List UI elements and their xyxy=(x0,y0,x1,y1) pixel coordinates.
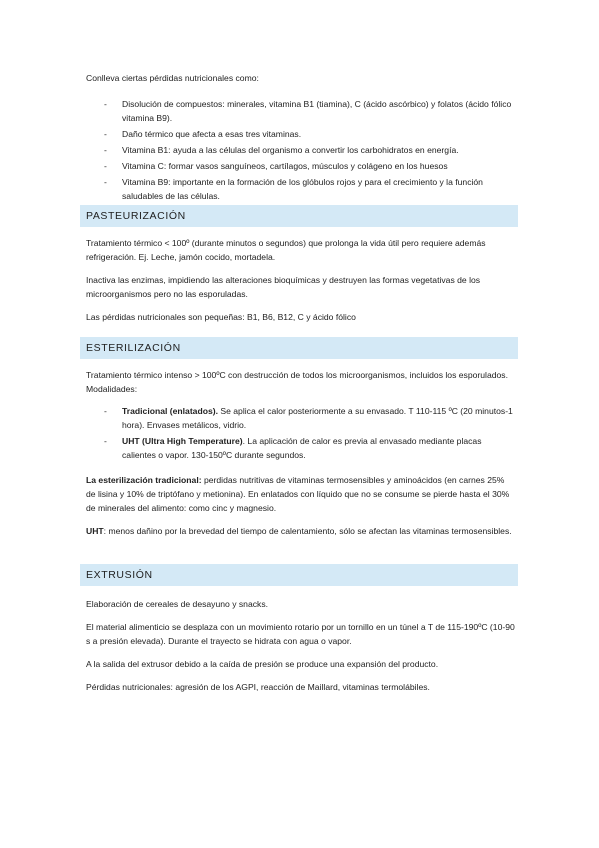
item-label: Tradicional (enlatados). xyxy=(122,406,218,416)
list-item xyxy=(86,434,516,462)
item-label: UHT (Ultra High Temperature) xyxy=(122,436,243,446)
item-text: Se aplica el calor posteriormente a su envasado. T 110-115 ºC (20 minutos-1 hora). Envases metálicos, vidrio. xyxy=(122,406,513,430)
intro-lead: Conlleva ciertas pérdidas nutricionales como: xyxy=(86,73,259,83)
extrusion-section xyxy=(86,597,516,694)
paragraph-label: La esterilización tradicional: xyxy=(86,475,202,485)
section-heading-pasteurizacion: PASTEURIZACIÓN xyxy=(80,205,518,227)
pasteurizacion-section xyxy=(86,236,516,324)
paragraph xyxy=(86,524,516,538)
paragraph: Las pérdidas nutricionales son pequeñas: B1, B6, B12, C y ácido fólico xyxy=(86,312,356,322)
intro-section xyxy=(86,71,516,203)
section-heading-extrusion: EXTRUSIÓN xyxy=(80,564,518,586)
paragraph: Elaboración de cereales de desayuno y snacks. xyxy=(86,599,269,609)
paragraph-text: perdidas nutritivas de vitaminas termosensibles y aminoácidos (en carnes 25% de lisina y 10% de triptófano y metionina). En enlatados con líquido que no se consume se pierde hasta el 30% de minerales del alimento: como cinc y magnesio. xyxy=(86,475,510,513)
paragraph: Inactiva las enzimas, impidiendo las alteraciones bioquímicas y destruyen las formas vegetativas de los microorganismos pero no las esporuladas. xyxy=(86,275,481,299)
item-text: . La aplicación de calor es previa al envasado mediante placas calientes o vapor. 130-150ºC durante segundos. xyxy=(122,436,482,460)
list-item: - Disolución de compuestos: minerales, vitamina B1 (tiamina), C (ácido ascórbico) y folatos (ácido fólico vitamina B9). xyxy=(86,97,516,125)
intro-list xyxy=(86,97,516,203)
paragraph: El material alimenticio se desplaza con un movimiento rotario por un tornillo en un túnel a T de 115-190ºC (10-90 s a presión elevada). Durante el trayecto se hidrata con agua o vapor. xyxy=(86,622,515,646)
paragraph: Pérdidas nutricionales: agresión de los AGPI, reacción de Maillard, vitaminas termolábiles. xyxy=(86,682,430,692)
paragraph: A la salida del extrusor debido a la caída de presión se produce una expansión del producto. xyxy=(86,659,439,669)
paragraph-label: UHT xyxy=(86,526,104,536)
list-item: - Vitamina B1: ayuda a las células del organismo a convertir los carbohidratos en energía. xyxy=(86,143,516,157)
esterilizacion-section xyxy=(86,368,516,538)
list-item: - Daño térmico que afecta a esas tres vitaminas. xyxy=(86,127,516,141)
list-item: - Vitamina B9: importante en la formación de los glóbulos rojos y para el crecimiento y la función saludables de las células. xyxy=(86,175,516,203)
modalidades-list xyxy=(86,404,516,462)
paragraph-text: : menos dañino por la brevedad del tiempo de calentamiento, sólo se afectan las vitaminas termosensibles. xyxy=(103,526,512,536)
list-item: - Vitamina C: formar vasos sanguíneos, cartílagos, músculos y colágeno en los huesos xyxy=(86,159,516,173)
paragraph xyxy=(86,473,516,515)
paragraph: Tratamiento térmico intenso > 100ºC con destrucción de todos los microorganismos, incluidos los esporulados. Modalidades: xyxy=(86,370,508,394)
paragraph: Tratamiento térmico < 100º (durante minutos o segundos) que prolonga la vida útil pero requiere además refrigeración. Ej. Leche, jamón cocido, mortadela. xyxy=(86,238,486,262)
section-heading-esterilizacion: ESTERILIZACIÓN xyxy=(80,337,518,359)
list-item xyxy=(86,404,516,432)
